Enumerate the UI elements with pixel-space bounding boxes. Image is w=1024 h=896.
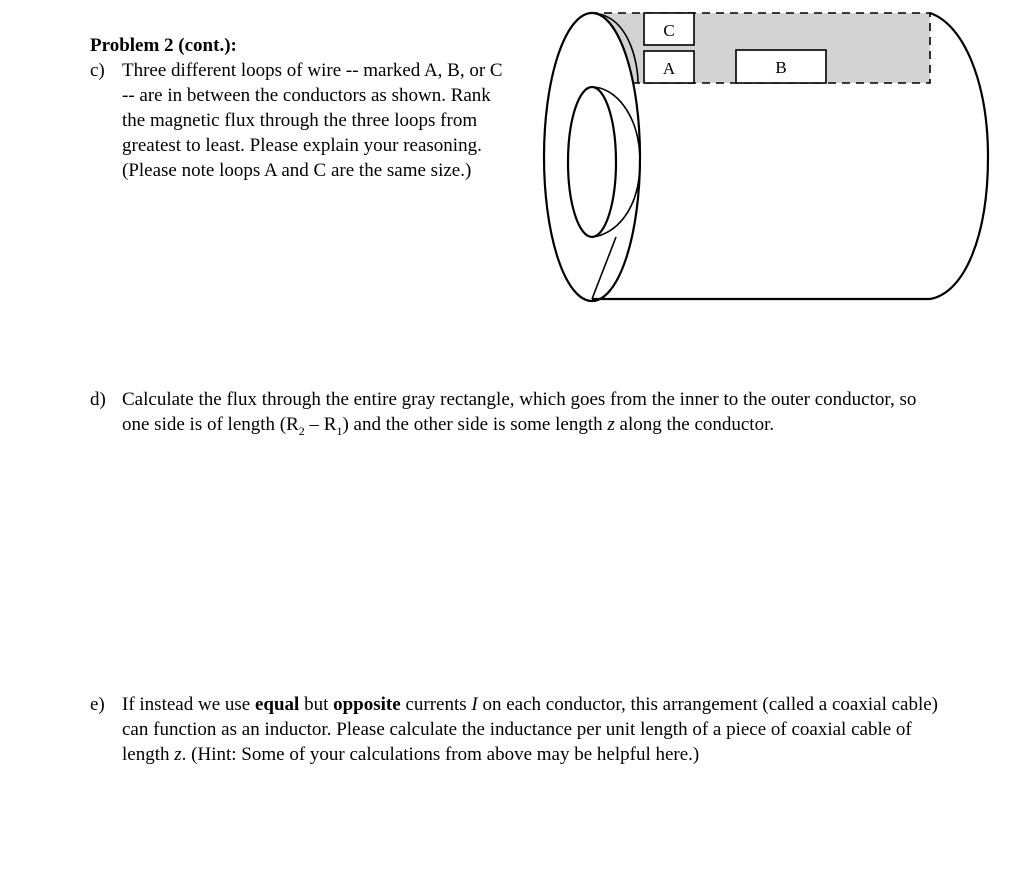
r2-subscript: 2 bbox=[298, 423, 305, 438]
loop-c-label: C bbox=[663, 21, 675, 40]
part-d-text-after: along the conductor. bbox=[614, 414, 775, 435]
z-variable: z bbox=[607, 414, 615, 435]
loop-a-label: A bbox=[662, 59, 676, 78]
part-e-text-2: but bbox=[299, 694, 334, 715]
current-variable: I bbox=[471, 694, 478, 715]
part-d-minus: – R bbox=[304, 414, 337, 435]
part-d-text-before: Calculate the flux through the entire gray rectangle, which goes from the inner to the outer conductor, so one side is of length (R bbox=[122, 389, 917, 435]
part-e bbox=[90, 692, 960, 802]
part-d-marker: d) bbox=[90, 389, 106, 410]
r1-subscript: 1 bbox=[336, 423, 343, 438]
coaxial-cable-figure bbox=[520, 5, 1000, 305]
part-c-text: Three different loops of wire -- marked A, B, or C -- are in between the conductors as shown. Rank the magnetic flux through the three loops from greatest to least. Please explain your reasoning. (Please note loops A and C are the same size.) bbox=[122, 60, 503, 181]
problem-heading: Problem 2 (cont.): bbox=[90, 35, 237, 56]
part-e-text bbox=[122, 692, 952, 767]
part-e-text-3: currents bbox=[400, 694, 472, 715]
part-e-text-4: on each conductor, this arrangement (called a coaxial cable) can function as an inductor. Please calculate the inductance per unit length of a piece of coaxial cable of length bbox=[122, 694, 939, 765]
part-c bbox=[90, 58, 510, 218]
loop-b-label: B bbox=[775, 58, 787, 77]
part-e-marker: e) bbox=[90, 694, 105, 715]
equal-bold: equal bbox=[254, 694, 300, 715]
part-d-text bbox=[122, 387, 932, 437]
part-d bbox=[90, 387, 950, 467]
part-e-text-5: . (Hint: Some of your calculations from above may be helpful here.) bbox=[181, 744, 700, 765]
opposite-bold: opposite bbox=[333, 694, 401, 715]
part-e-text-1: If instead we use bbox=[122, 694, 255, 715]
z-variable-e: z bbox=[174, 744, 182, 765]
part-d-text-mid: ) and the other side is some length bbox=[342, 414, 608, 435]
part-c-marker: c) bbox=[90, 60, 105, 81]
inner-conductor-end bbox=[568, 87, 616, 237]
